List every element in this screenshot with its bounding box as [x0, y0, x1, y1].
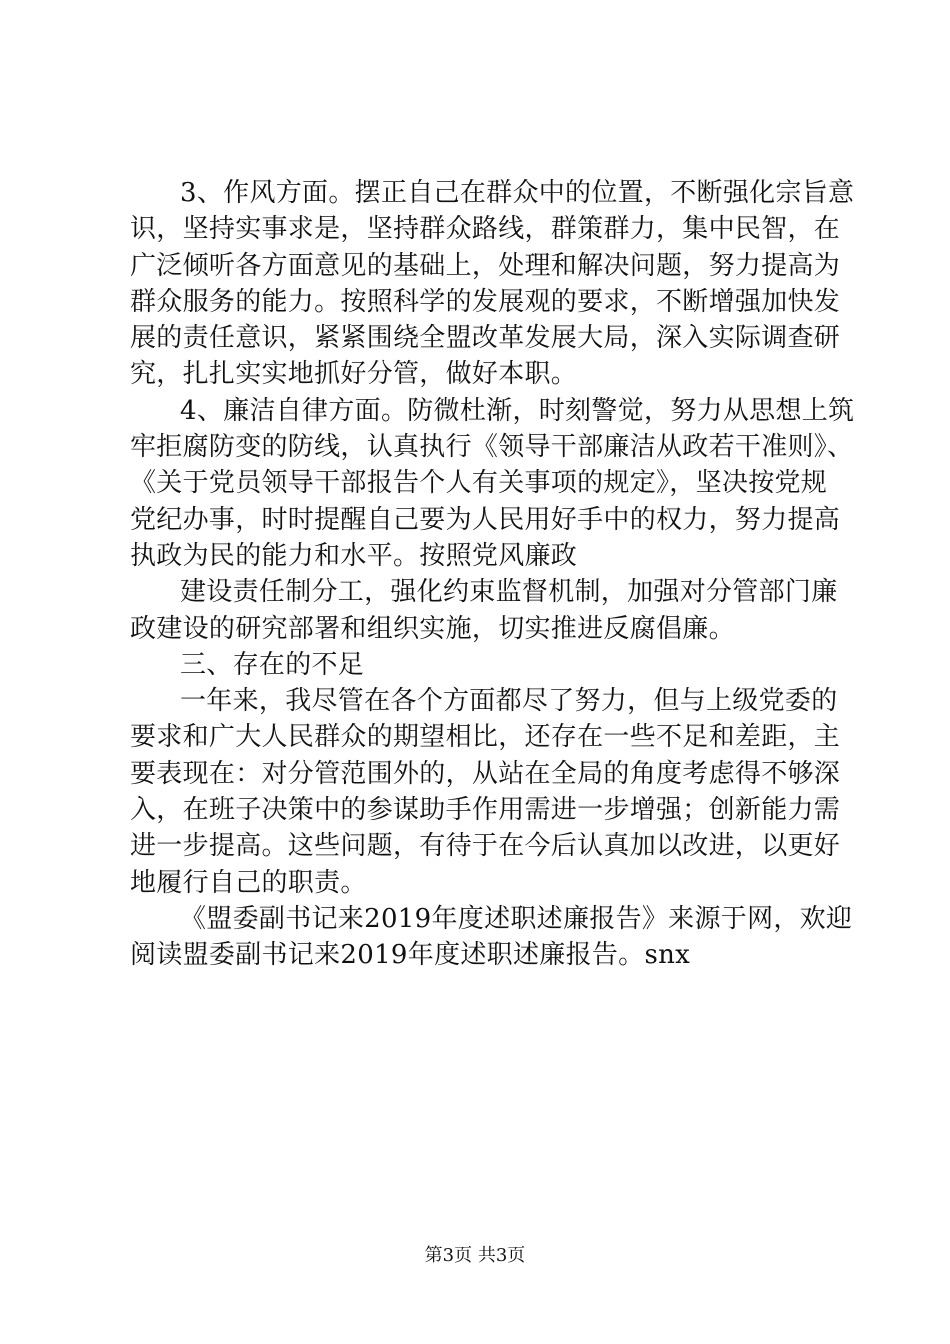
paragraph-6-line-1: 一年来，我尽管在各个方面都尽了努力，但与上级党委的	[180, 686, 838, 717]
paragraph-6-line-2: 要求和广大人民群众的期望相比，还存在一些不足和差距，主	[130, 722, 841, 753]
source-note-line-2: 阅读盟委副书记来2019年度述职述廉报告。snx	[130, 940, 691, 971]
paragraph-4-line-5: 执政为民的能力和水平。按照党风廉政	[130, 540, 578, 571]
document-body	[130, 175, 855, 974]
paragraph-6-line-3: 要表现在：对分管范围外的，从站在全局的角度考虑得不够深	[130, 758, 841, 789]
paragraph-3-line-1: 3、作风方面。摆正自己在群众中的位置，不断强化宗旨意	[180, 178, 855, 208]
source-note-line-1: 《盟委副书记来2019年度述职述廉报告》来源于网，欢迎	[180, 903, 853, 934]
paragraph-4-line-1: 4、廉洁自律方面。防微杜渐，时刻警觉，努力从思想上筑	[180, 395, 855, 426]
paragraph-6-line-5: 进一步提高。这些问题，有待于在今后认真加以改进，以更好	[130, 831, 841, 862]
page-footer: 第3页 共3页	[424, 1245, 526, 1266]
paragraph-3-line-2: 识，坚持实事求是，坚持群众路线，群策群力，集中民智，在	[130, 214, 841, 245]
section-heading: 三、存在的不足	[180, 649, 365, 680]
paragraph-4-line-2: 牢拒腐防变的防线，认真执行《领导干部廉洁从政若干准则》、	[130, 432, 854, 463]
paragraph-6-line-6: 地履行自己的职责。	[130, 867, 367, 898]
paragraph-3-line-6: 究，扎扎实实地抓好分管，做好本职。	[130, 359, 578, 390]
paragraph-3-line-3: 广泛倾听各方面意见的基础上，处理和解决问题，努力提高为	[130, 250, 841, 281]
paragraph-3-line-4: 群众服务的能力。按照科学的发展观的要求，不断增强加快发	[130, 286, 841, 317]
paragraph-4-line-3: 《关于党员领导干部报告个人有关事项的规定》，坚决按党规	[130, 468, 828, 499]
paragraph-3-line-5: 展的责任意识，紧紧围绕全盟改革发展大局，深入实际调查研	[130, 323, 841, 354]
paragraph-4-line-4: 党纪办事，时时提醒自己要为人民用好手中的权力，努力提高	[130, 504, 841, 535]
paragraph-5-line-1: 建设责任制分工，强化约束监督机制，加强对分管部门廉	[180, 577, 838, 608]
paragraph-5-line-2: 政建设的研究部署和组织实施，切实推进反腐倡廉。	[130, 613, 735, 644]
paragraph-6-line-4: 入，在班子决策中的参谋助手作用需进一步增强；创新能力需	[130, 795, 841, 826]
